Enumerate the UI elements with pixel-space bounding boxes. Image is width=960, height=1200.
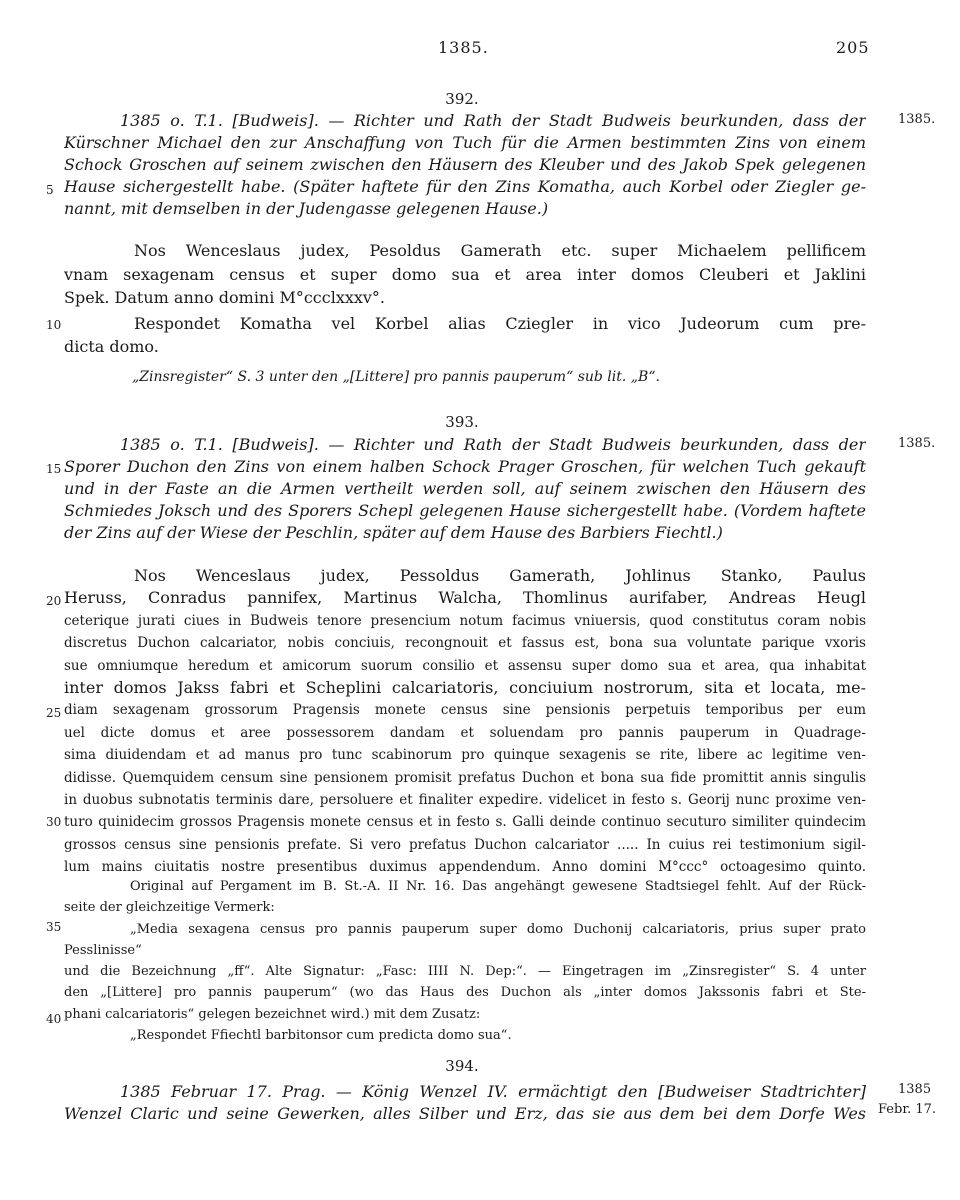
note-line: seite der gleichzeitige Vermerk: — [64, 900, 275, 916]
summary-394 — [64, 1081, 866, 1125]
text-line: Respondet Komatha vel Korbel alias Cziegler in vico Judeorum cum pre- — [134, 313, 866, 333]
text-line: lum mains ciuitatis nostre presentibus duximus appendendum. Anno domini M°ccc° octoagesimo quinto. — [64, 859, 866, 876]
summary-line: 1385 o. T.1. [Budweis]. — Richter und Rath der Stadt Budweis beurkunden, dass der — [120, 111, 866, 130]
margin-date-393: 1385. — [898, 436, 936, 451]
text-line: Heruss, Conradus pannifex, Martinus Walcha, Thomlinus aurifaber, Andreas Heugl — [64, 588, 866, 608]
text-line: in duobus subnotatis terminis dare, persoluere et finaliter expedire. videlicet in festo s. Georij nunc proxime ven- — [64, 792, 866, 809]
summary-393 — [64, 434, 866, 544]
page-year: 1385. — [438, 38, 489, 57]
summary-line: Sporer Duchon den Zins von einem halben Schock Prager Groschen, für welchen Tuch gekauft — [64, 457, 866, 476]
text-line: grossos census sine pensionis prefate. Si vero prefatus Duchon calcariator ..... In cuius rei testimonium sigil- — [64, 836, 866, 853]
text-line: discretus Duchon calcariator, nobis conciuis, recongnouit et fassus est, bona sua voluntate parique vxoris — [64, 635, 866, 652]
text-line: sima diuidendam et ad manus pro tunc scabinorum pro quinque sexagenis se rite, libere ac legitime ven- — [64, 747, 866, 764]
margin-date-394-year: 1385 — [898, 1082, 932, 1097]
text-line: ceterique jurati ciues in Budweis tenore presencium notum facimus vniuersis, quod constitutus coram nobis — [64, 612, 866, 629]
summary-line: 1385 Februar 17. Prag. — König Wenzel IV. ermächtigt den [Budweiser Stadtrichter] — [120, 1082, 866, 1101]
line-number: 10 — [46, 318, 62, 332]
text-line: inter domos Jakss fabri et Scheplini calcariatoris, conciuium nostrorum, sita et locata, me- — [64, 678, 866, 698]
note-line: und die Bezeichnung „ff“. Alte Signatur: „Fasc: IIII N. Dep:“. — Eingetragen im „Zinsregister“ S. 4 unter — [64, 964, 866, 980]
note-line: phani calcariatoris“ gelegen bezeichnet wird.) mit dem Zusatz: — [64, 1006, 481, 1022]
summary-line: Hause sichergestellt habe. (Später haftete für den Zins Komatha, auch Korbel oder Ziegler ge- — [64, 177, 866, 196]
summary-line: Schmiedes Joksch und des Sporers Schepl gelegenen Hause sichergestellt habe. (Vordem haftete — [64, 501, 866, 520]
note-line: Pesslinisse“ — [64, 942, 142, 958]
text-line: didisse. Quemquidem censum sine pensionem promisit prefatus Duchon et bona sua fide promittit annis singulis — [64, 769, 866, 786]
document-number-394: 394. — [445, 1057, 479, 1075]
text-line: uel dicte domus et aree possessorem dandam et soluendam pro pannis pauperum in Quadrage- — [64, 724, 866, 741]
summary-392 — [64, 110, 866, 220]
summary-line: Wenzel Claric und seine Gewerken, alles Silber und Erz, das sie aus dem bei dem Dorfe Wes — [64, 1104, 866, 1123]
notes-393 — [64, 876, 866, 1046]
text-line: dicta domo. — [64, 337, 159, 356]
text-393 — [64, 565, 866, 879]
text-392 — [64, 239, 866, 359]
document-number-393: 393. — [445, 413, 479, 431]
line-number: 25 — [46, 706, 62, 720]
note-392: „Zinsregister“ S. 3 unter den „[Littere] pro pannis pauperum“ sub lit. „B“. — [132, 369, 660, 385]
page-number: 205 — [836, 38, 870, 57]
line-number: 20 — [46, 594, 62, 608]
document-number-392: 392. — [445, 90, 479, 108]
text-line: diam sexagenam grossorum Pragensis monete census sine pensionis perpetuis temporibus per eum — [64, 702, 866, 719]
line-number: 30 — [46, 815, 62, 829]
text-line: Nos Wenceslaus judex, Pesoldus Gamerath etc. super Michaelem pellificem — [134, 241, 866, 260]
summary-line: der Zins auf der Wiese der Peschlin, später auf dem Hause des Barbiers Fiechtl.) — [64, 523, 723, 542]
note-line: „Media sexagena census pro pannis pauperum super domo Duchonij calcariatoris, prius super prato — [130, 921, 866, 937]
note-line: „Respondet Ffiechtl barbitonsor cum predicta domo sua“. — [130, 1028, 512, 1044]
note-line: Original auf Pergament im B. St.-A. II Nr. 16. Das angehängt gewesene Stadtsiegel fehlt. Auf der Rück- — [130, 879, 866, 894]
summary-line: nannt, mit demselben in der Judengasse gelegenen Hause.) — [64, 199, 549, 218]
text-line: Nos Wenceslaus judex, Pessoldus Gamerath, Johlinus Stanko, Paulus — [134, 566, 866, 585]
line-number: 15 — [46, 462, 62, 476]
text-line: vnam sexagenam census et super domo sua et area inter domos Cleuberi et Jaklini — [64, 264, 866, 284]
text-line: turo quinidecim grossos Pragensis monete census et in festo s. Galli deinde continuo secuturo similiter quindecim — [64, 814, 866, 831]
line-number: 40 — [46, 1012, 62, 1026]
text-line: Spek. Datum anno domini M°ccclxxxv°. — [64, 288, 386, 307]
summary-line: Kürschner Michael den zur Anschaffung von Tuch für die Armen bestimmten Zins von einem — [64, 133, 866, 152]
line-number: 5 — [46, 183, 54, 197]
line-number: 35 — [46, 920, 62, 934]
margin-date-394-day: Febr. 17. — [878, 1102, 937, 1117]
margin-date-392: 1385. — [898, 112, 936, 127]
summary-line: Schock Groschen auf seinem zwischen den Häusern des Kleuber und des Jakob Spek gelegenen — [64, 155, 866, 174]
text-line: sue omniumque heredum et amicorum suorum consilio et assensu super domo sua et area, qua inhabitat — [64, 657, 866, 674]
note-line: den „[Littere] pro pannis pauperum“ (wo das Haus des Duchon als „inter domos Jakssonis fabri et Ste- — [64, 985, 866, 1001]
summary-line: 1385 o. T.1. [Budweis]. — Richter und Rath der Stadt Budweis beurkunden, dass der — [120, 435, 866, 454]
summary-line: und in der Faste an die Armen vertheilt werden soll, auf seinem zwischen den Häusern des — [64, 479, 866, 498]
